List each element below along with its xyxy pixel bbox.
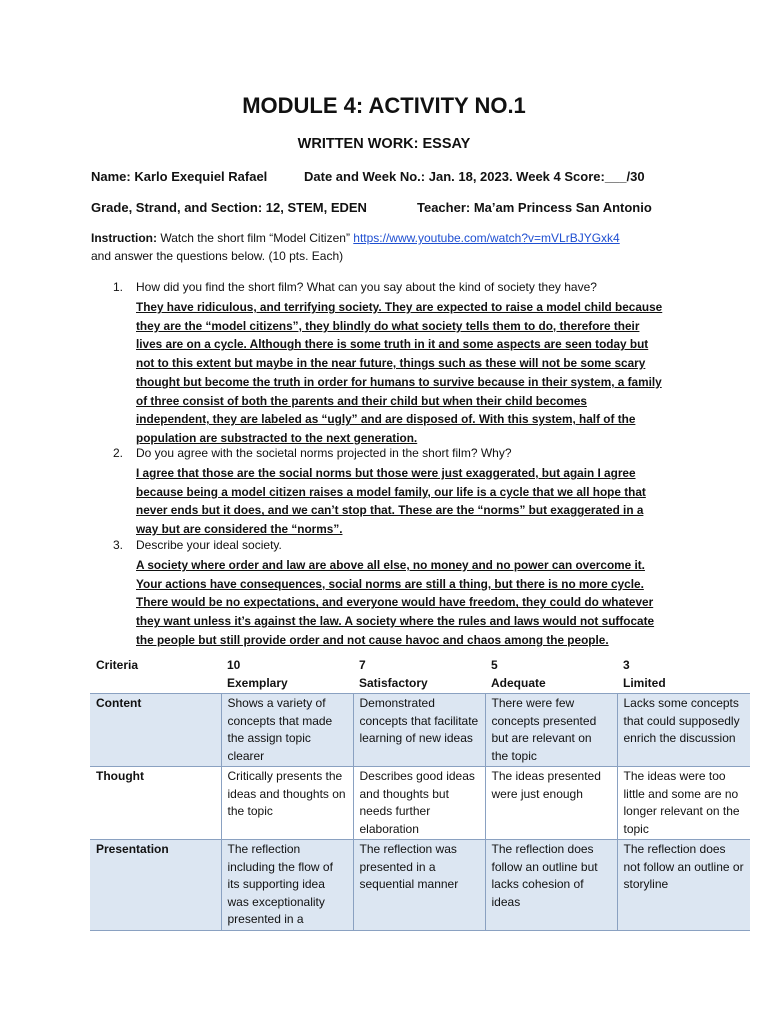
question-number: 1.	[113, 280, 124, 294]
answer-line: population are substracted to the next generation.	[136, 430, 418, 445]
answer-line: they want unless it’s against the law. A society where the rules and laws would not suffocate	[136, 614, 655, 629]
rubric-cell: Shows a variety of concepts that made the assign topic clearer	[221, 694, 353, 767]
rubric-cell: The reflection does follow an outline but lacks cohesion of ideas	[485, 840, 617, 931]
answer-line: I agree that those are the social norms but those were just exaggerated, but again I agree	[136, 466, 636, 480]
rubric-header-cell: 5 Adequate	[491, 658, 546, 690]
answer-line: There would be no expectations, and everyone would have freedom, they could do whatever	[136, 595, 654, 610]
question-text: Describe your ideal society.	[136, 538, 282, 552]
rubric-row	[90, 694, 750, 767]
answer-line: they are the “model citizens”, they blindly do what society tells them to do, therefore their	[136, 318, 640, 333]
instruction-text: Watch the short film “Model Citizen”	[157, 231, 354, 245]
rubric-cell: The reflection was presented in a sequential manner	[353, 840, 485, 931]
answer-line: not to this extent but maybe in the near future, things such as these will not be some scary	[136, 356, 646, 371]
instruction-text-2: and answer the questions below. (10 pts. Each)	[91, 249, 344, 263]
rubric-header-cell: Criteria	[96, 658, 139, 672]
question-number: 2.	[113, 446, 124, 460]
rubric-criteria: Presentation	[90, 840, 221, 931]
rubric-cell: There were few concepts presented but are relevant on the topic	[485, 694, 617, 767]
question-text: How did you find the short film? What can you say about the kind of society they have?	[136, 280, 597, 294]
rubric-cell: The reflection does not follow an outline or storyline	[617, 840, 750, 931]
question-text: Do you agree with the societal norms projected in the short film? Why?	[136, 446, 512, 460]
rubric-header-cell: 7 Satisfactory	[359, 658, 428, 690]
rubric-cell: The ideas presented were just enough	[485, 767, 617, 840]
answer-line: A society where order and law are above all else, no money and no power can overcome it.	[136, 558, 645, 572]
answer-2	[136, 464, 696, 539]
rubric-criteria: Thought	[90, 767, 221, 840]
answer-line: lives are on a cycle. Although there is some truth in it and some aspects are seen today but	[136, 337, 649, 352]
rubric-cell: Demonstrated concepts that facilitate learning of new ideas	[353, 694, 485, 767]
rubric-header-row	[90, 656, 750, 694]
answer-3	[136, 556, 696, 650]
film-link[interactable]: https://www.youtube.com/watch?v=mVLrBJYGxk4	[353, 231, 620, 245]
rubric-cell: Critically presents the ideas and thoughts on the topic	[221, 767, 353, 840]
question-number: 3.	[113, 538, 124, 552]
answer-line: because being a model citizen raises a model family, our life is a cycle that we all hope that	[136, 484, 646, 499]
rubric-cell: The reflection including the flow of its supporting idea was exceptionality presented in a	[221, 840, 353, 931]
date-week-score: Date and Week No.: Jan. 18, 2023. Week 4 Score:___/30	[304, 169, 645, 184]
rubric-table	[90, 656, 750, 931]
rubric-row	[90, 767, 750, 840]
answer-line: Your actions have consequences, social norms are still a thing, but there is no more cycle.	[136, 576, 644, 591]
answer-line: way but are considered the “norms”.	[136, 522, 343, 537]
answer-line: of three consist of both the parents and their child but when their child becomes	[136, 393, 587, 408]
answer-line: the people but still provide order and not cause havoc and chaos among the people.	[136, 632, 609, 647]
rubric-criteria: Content	[90, 694, 221, 767]
grade-strand-section: Grade, Strand, and Section: 12, STEM, EDEN	[91, 200, 367, 215]
instruction	[91, 229, 691, 265]
rubric-cell: Lacks some concepts that could supposedly enrich the discussion	[617, 694, 750, 767]
answer-line: independent, they are labeled as “ugly” and are disposed of. With this system, half of the	[136, 412, 636, 427]
rubric-cell: Describes good ideas and thoughts but needs further elaboration	[353, 767, 485, 840]
rubric-header-cell: 10 Exemplary	[227, 658, 288, 690]
rubric-cell: The ideas were too little and some are no longer relevant on the topic	[617, 767, 750, 840]
teacher-name: Teacher: Ma’am Princess San Antonio	[417, 200, 652, 215]
page-title: MODULE 4: ACTIVITY NO.1	[242, 93, 526, 118]
page-subtitle: WRITTEN WORK: ESSAY	[297, 136, 471, 152]
student-name: Name: Karlo Exequiel Rafael	[91, 169, 268, 184]
answer-line: thought but become the truth in order for humans to survive because in their system, a family	[136, 374, 662, 389]
answer-1	[136, 298, 696, 448]
rubric-row	[90, 840, 750, 931]
instruction-label: Instruction:	[91, 231, 157, 245]
rubric-header-cell: 3 Limited	[623, 658, 666, 690]
answer-line: never ends but it does, and we can’t stop that. These are the “norms” but exaggerated in a	[136, 503, 644, 518]
answer-line: They have ridiculous, and terrifying society. They are expected to raise a model child because	[136, 300, 663, 314]
